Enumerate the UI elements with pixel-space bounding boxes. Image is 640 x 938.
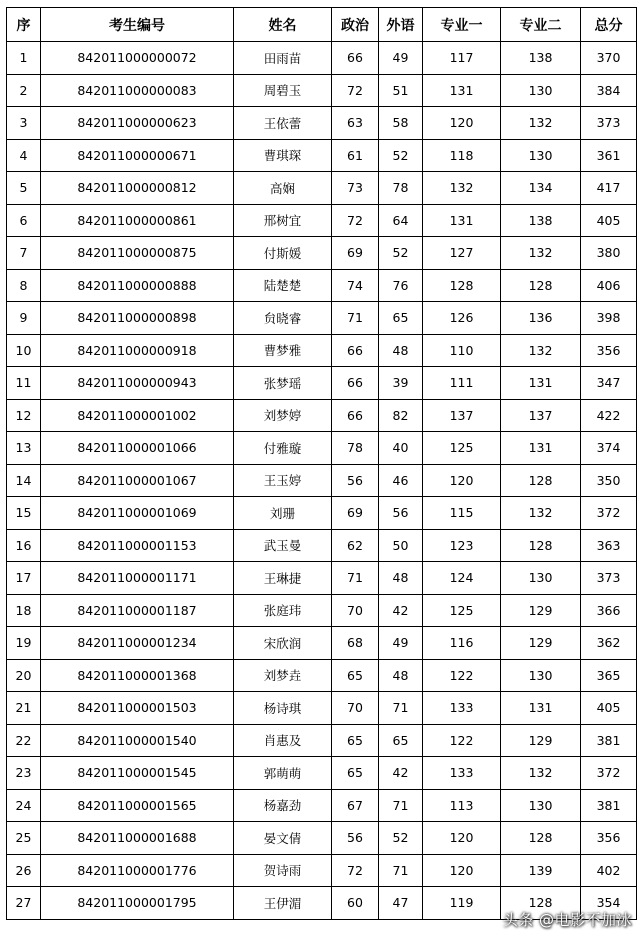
cell-foreign-language: 52 [379, 822, 423, 855]
cell-total: 406 [581, 269, 637, 302]
cell-major-1: 131 [423, 74, 501, 107]
table-row [7, 399, 637, 432]
cell-major-1: 120 [423, 822, 501, 855]
cell-major-2: 129 [501, 594, 581, 627]
score-table [6, 7, 637, 920]
cell-total: 356 [581, 822, 637, 855]
cell-total: 372 [581, 757, 637, 790]
cell-name: 王依蕾 [234, 107, 332, 140]
cell-total: 370 [581, 42, 637, 75]
cell-major-1: 120 [423, 854, 501, 887]
cell-major-1: 133 [423, 757, 501, 790]
cell-major-1: 128 [423, 269, 501, 302]
cell-politics: 62 [332, 529, 379, 562]
table-row [7, 42, 637, 75]
header-major-1: 专业一 [423, 8, 501, 42]
cell-foreign-language: 65 [379, 724, 423, 757]
cell-major-1: 111 [423, 367, 501, 400]
cell-total: 405 [581, 692, 637, 725]
cell-total: 373 [581, 107, 637, 140]
cell-candidate-id: 842011000000861 [41, 204, 234, 237]
cell-politics: 65 [332, 724, 379, 757]
cell-foreign-language: 71 [379, 692, 423, 725]
cell-index: 9 [7, 302, 41, 335]
cell-index: 1 [7, 42, 41, 75]
table-row [7, 302, 637, 335]
cell-foreign-language: 39 [379, 367, 423, 400]
cell-index: 11 [7, 367, 41, 400]
cell-foreign-language: 82 [379, 399, 423, 432]
cell-index: 20 [7, 659, 41, 692]
cell-index: 8 [7, 269, 41, 302]
cell-index: 26 [7, 854, 41, 887]
cell-name: 付斯媛 [234, 237, 332, 270]
cell-politics: 72 [332, 854, 379, 887]
cell-candidate-id: 842011000000671 [41, 139, 234, 172]
cell-total: 347 [581, 367, 637, 400]
cell-major-2: 131 [501, 367, 581, 400]
table-row [7, 692, 637, 725]
cell-politics: 71 [332, 562, 379, 595]
cell-candidate-id: 842011000001503 [41, 692, 234, 725]
cell-foreign-language: 71 [379, 854, 423, 887]
cell-major-2: 128 [501, 529, 581, 562]
cell-politics: 72 [332, 74, 379, 107]
cell-politics: 56 [332, 464, 379, 497]
cell-total: 362 [581, 627, 637, 660]
cell-candidate-id: 842011000001368 [41, 659, 234, 692]
cell-politics: 65 [332, 757, 379, 790]
cell-foreign-language: 48 [379, 562, 423, 595]
table-row [7, 627, 637, 660]
cell-major-1: 125 [423, 594, 501, 627]
cell-name: 高娴 [234, 172, 332, 205]
cell-politics: 69 [332, 497, 379, 530]
cell-major-1: 124 [423, 562, 501, 595]
table-row [7, 464, 637, 497]
header-major-2: 专业二 [501, 8, 581, 42]
cell-candidate-id: 842011000001153 [41, 529, 234, 562]
cell-name: 贺诗雨 [234, 854, 332, 887]
cell-politics: 66 [332, 334, 379, 367]
cell-foreign-language: 42 [379, 594, 423, 627]
table-row [7, 237, 637, 270]
table-row [7, 757, 637, 790]
cell-major-1: 125 [423, 432, 501, 465]
cell-name: 王伊湄 [234, 887, 332, 920]
cell-politics: 72 [332, 204, 379, 237]
cell-total: 402 [581, 854, 637, 887]
cell-politics: 67 [332, 789, 379, 822]
table-row [7, 562, 637, 595]
table-row [7, 659, 637, 692]
header-index: 序 [7, 8, 41, 42]
cell-politics: 74 [332, 269, 379, 302]
cell-major-2: 128 [501, 269, 581, 302]
cell-major-2: 131 [501, 692, 581, 725]
cell-politics: 71 [332, 302, 379, 335]
cell-name: 刘珊 [234, 497, 332, 530]
cell-index: 25 [7, 822, 41, 855]
table-row [7, 269, 637, 302]
cell-candidate-id: 842011000000888 [41, 269, 234, 302]
cell-politics: 63 [332, 107, 379, 140]
table-row [7, 107, 637, 140]
cell-foreign-language: 64 [379, 204, 423, 237]
cell-index: 21 [7, 692, 41, 725]
cell-index: 22 [7, 724, 41, 757]
cell-name: 周碧玉 [234, 74, 332, 107]
cell-major-1: 122 [423, 724, 501, 757]
cell-foreign-language: 42 [379, 757, 423, 790]
cell-total: 422 [581, 399, 637, 432]
cell-major-2: 129 [501, 627, 581, 660]
cell-foreign-language: 65 [379, 302, 423, 335]
cell-total: 405 [581, 204, 637, 237]
cell-total: 361 [581, 139, 637, 172]
cell-major-2: 132 [501, 497, 581, 530]
cell-politics: 61 [332, 139, 379, 172]
cell-politics: 60 [332, 887, 379, 920]
cell-total: 373 [581, 562, 637, 595]
cell-name: 付雅璇 [234, 432, 332, 465]
cell-major-2: 128 [501, 887, 581, 920]
cell-politics: 70 [332, 692, 379, 725]
cell-index: 13 [7, 432, 41, 465]
cell-candidate-id: 842011000001066 [41, 432, 234, 465]
cell-candidate-id: 842011000001069 [41, 497, 234, 530]
cell-candidate-id: 842011000001776 [41, 854, 234, 887]
cell-name: 曹琪琛 [234, 139, 332, 172]
cell-index: 3 [7, 107, 41, 140]
cell-total: 365 [581, 659, 637, 692]
table-row [7, 822, 637, 855]
cell-name: 肖惠及 [234, 724, 332, 757]
cell-total: 380 [581, 237, 637, 270]
cell-politics: 66 [332, 42, 379, 75]
cell-candidate-id: 842011000000875 [41, 237, 234, 270]
cell-name: 刘梦垚 [234, 659, 332, 692]
cell-candidate-id: 842011000000898 [41, 302, 234, 335]
table-row [7, 529, 637, 562]
cell-politics: 70 [332, 594, 379, 627]
cell-major-1: 137 [423, 399, 501, 432]
cell-major-1: 126 [423, 302, 501, 335]
cell-politics: 56 [332, 822, 379, 855]
cell-politics: 69 [332, 237, 379, 270]
cell-name: 贠晓睿 [234, 302, 332, 335]
cell-major-1: 133 [423, 692, 501, 725]
table-row [7, 367, 637, 400]
cell-index: 27 [7, 887, 41, 920]
cell-index: 2 [7, 74, 41, 107]
table-row [7, 139, 637, 172]
cell-major-2: 130 [501, 562, 581, 595]
header-total: 总分 [581, 8, 637, 42]
cell-total: 350 [581, 464, 637, 497]
cell-major-2: 134 [501, 172, 581, 205]
cell-candidate-id: 842011000000072 [41, 42, 234, 75]
cell-foreign-language: 58 [379, 107, 423, 140]
cell-politics: 66 [332, 399, 379, 432]
cell-foreign-language: 50 [379, 529, 423, 562]
cell-name: 刘梦婷 [234, 399, 332, 432]
cell-major-1: 118 [423, 139, 501, 172]
cell-foreign-language: 51 [379, 74, 423, 107]
cell-total: 354 [581, 887, 637, 920]
cell-major-2: 130 [501, 659, 581, 692]
cell-major-2: 129 [501, 724, 581, 757]
cell-index: 18 [7, 594, 41, 627]
cell-major-1: 117 [423, 42, 501, 75]
cell-candidate-id: 842011000001002 [41, 399, 234, 432]
cell-foreign-language: 78 [379, 172, 423, 205]
cell-major-1: 115 [423, 497, 501, 530]
cell-name: 王琳捷 [234, 562, 332, 595]
cell-name: 宋欣润 [234, 627, 332, 660]
cell-major-2: 138 [501, 204, 581, 237]
cell-foreign-language: 48 [379, 334, 423, 367]
cell-foreign-language: 49 [379, 42, 423, 75]
cell-major-2: 130 [501, 139, 581, 172]
cell-index: 17 [7, 562, 41, 595]
cell-index: 7 [7, 237, 41, 270]
cell-major-2: 132 [501, 107, 581, 140]
cell-name: 邢树宜 [234, 204, 332, 237]
cell-major-2: 128 [501, 822, 581, 855]
cell-candidate-id: 842011000001187 [41, 594, 234, 627]
cell-name: 杨嘉劲 [234, 789, 332, 822]
cell-name: 陆楚楚 [234, 269, 332, 302]
cell-politics: 78 [332, 432, 379, 465]
cell-major-1: 113 [423, 789, 501, 822]
cell-politics: 65 [332, 659, 379, 692]
cell-candidate-id: 842011000001067 [41, 464, 234, 497]
cell-candidate-id: 842011000000623 [41, 107, 234, 140]
cell-major-2: 132 [501, 757, 581, 790]
cell-major-1: 122 [423, 659, 501, 692]
cell-total: 417 [581, 172, 637, 205]
cell-major-2: 137 [501, 399, 581, 432]
cell-name: 晏文倩 [234, 822, 332, 855]
cell-foreign-language: 52 [379, 139, 423, 172]
cell-foreign-language: 71 [379, 789, 423, 822]
cell-politics: 66 [332, 367, 379, 400]
table-row [7, 724, 637, 757]
cell-candidate-id: 842011000000943 [41, 367, 234, 400]
cell-foreign-language: 40 [379, 432, 423, 465]
table-row [7, 334, 637, 367]
cell-major-2: 138 [501, 42, 581, 75]
cell-name: 武玉曼 [234, 529, 332, 562]
cell-major-1: 119 [423, 887, 501, 920]
cell-index: 10 [7, 334, 41, 367]
cell-index: 23 [7, 757, 41, 790]
header-politics: 政治 [332, 8, 379, 42]
watermark: 头条 @电影不加冰 [502, 911, 632, 929]
cell-candidate-id: 842011000001565 [41, 789, 234, 822]
cell-candidate-id: 842011000000918 [41, 334, 234, 367]
cell-index: 4 [7, 139, 41, 172]
cell-major-2: 128 [501, 464, 581, 497]
table-row [7, 497, 637, 530]
cell-total: 381 [581, 724, 637, 757]
table-body [7, 42, 637, 920]
table-row [7, 432, 637, 465]
cell-index: 14 [7, 464, 41, 497]
cell-major-2: 136 [501, 302, 581, 335]
cell-total: 372 [581, 497, 637, 530]
table-row [7, 594, 637, 627]
cell-name: 张梦瑶 [234, 367, 332, 400]
cell-foreign-language: 52 [379, 237, 423, 270]
cell-major-2: 132 [501, 237, 581, 270]
table-row [7, 204, 637, 237]
cell-major-2: 130 [501, 789, 581, 822]
cell-total: 366 [581, 594, 637, 627]
cell-index: 12 [7, 399, 41, 432]
cell-candidate-id: 842011000001234 [41, 627, 234, 660]
cell-foreign-language: 56 [379, 497, 423, 530]
cell-index: 24 [7, 789, 41, 822]
cell-politics: 73 [332, 172, 379, 205]
cell-total: 363 [581, 529, 637, 562]
cell-name: 田雨苗 [234, 42, 332, 75]
cell-foreign-language: 76 [379, 269, 423, 302]
header-candidate-id: 考生编号 [41, 8, 234, 42]
cell-name: 曹梦雅 [234, 334, 332, 367]
cell-foreign-language: 48 [379, 659, 423, 692]
cell-major-2: 130 [501, 74, 581, 107]
cell-major-2: 132 [501, 334, 581, 367]
cell-politics: 68 [332, 627, 379, 660]
cell-name: 张庭玮 [234, 594, 332, 627]
cell-total: 381 [581, 789, 637, 822]
cell-name: 杨诗琪 [234, 692, 332, 725]
cell-major-1: 116 [423, 627, 501, 660]
cell-major-1: 127 [423, 237, 501, 270]
cell-candidate-id: 842011000001795 [41, 887, 234, 920]
cell-candidate-id: 842011000001540 [41, 724, 234, 757]
cell-foreign-language: 49 [379, 627, 423, 660]
cell-foreign-language: 47 [379, 887, 423, 920]
table-row [7, 789, 637, 822]
cell-major-1: 123 [423, 529, 501, 562]
header-name: 姓名 [234, 8, 332, 42]
header-row [7, 8, 637, 42]
cell-candidate-id: 842011000000083 [41, 74, 234, 107]
cell-major-1: 132 [423, 172, 501, 205]
cell-candidate-id: 842011000001688 [41, 822, 234, 855]
cell-index: 19 [7, 627, 41, 660]
cell-candidate-id: 842011000000812 [41, 172, 234, 205]
cell-name: 王玉婷 [234, 464, 332, 497]
header-foreign-language: 外语 [379, 8, 423, 42]
cell-index: 6 [7, 204, 41, 237]
cell-index: 15 [7, 497, 41, 530]
cell-major-1: 110 [423, 334, 501, 367]
cell-candidate-id: 842011000001545 [41, 757, 234, 790]
cell-major-1: 120 [423, 464, 501, 497]
cell-total: 356 [581, 334, 637, 367]
cell-foreign-language: 46 [379, 464, 423, 497]
cell-major-1: 131 [423, 204, 501, 237]
cell-name: 郭萌萌 [234, 757, 332, 790]
cell-total: 374 [581, 432, 637, 465]
cell-major-2: 131 [501, 432, 581, 465]
cell-major-1: 120 [423, 107, 501, 140]
table-row [7, 854, 637, 887]
cell-index: 5 [7, 172, 41, 205]
cell-candidate-id: 842011000001171 [41, 562, 234, 595]
cell-total: 384 [581, 74, 637, 107]
table-row [7, 74, 637, 107]
table-row [7, 172, 637, 205]
cell-index: 16 [7, 529, 41, 562]
cell-total: 398 [581, 302, 637, 335]
cell-major-2: 139 [501, 854, 581, 887]
